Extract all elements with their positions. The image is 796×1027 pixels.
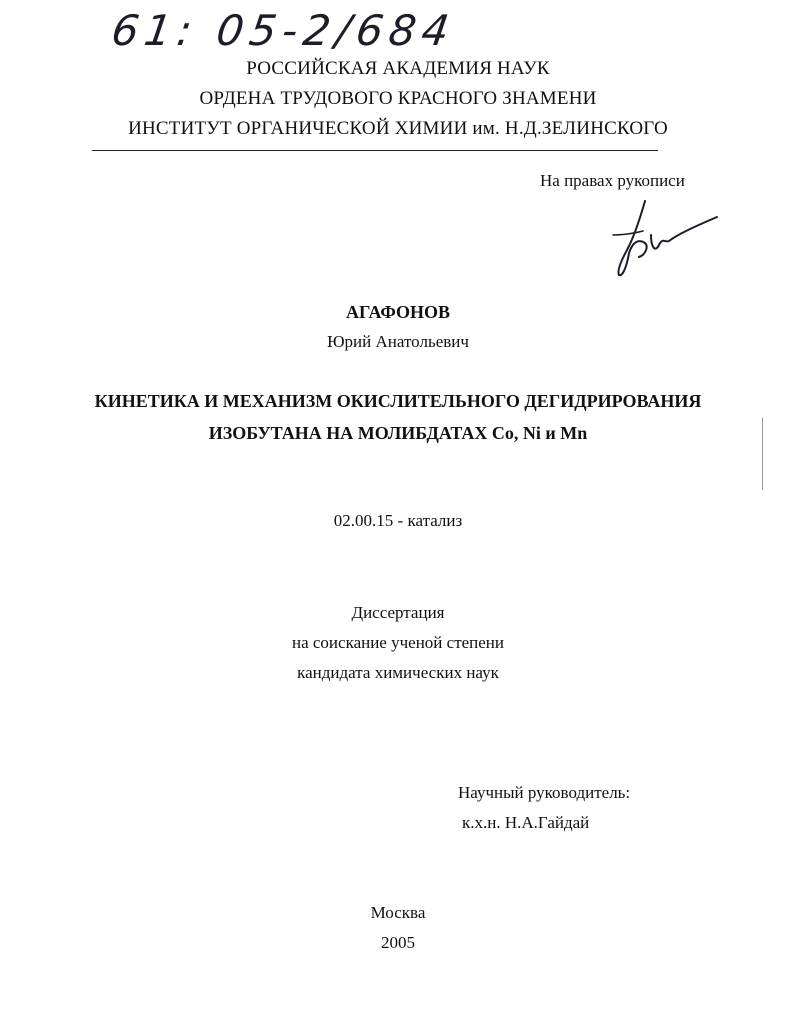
- header-line-1: РОССИЙСКАЯ АКАДЕМИЯ НАУК: [246, 58, 550, 79]
- author-surname: АГАФОНОВ: [345, 302, 451, 322]
- city: Москва: [370, 903, 426, 922]
- specialty: 02.00.15 - катализ: [333, 511, 463, 530]
- scan-edge-mark: [762, 418, 763, 490]
- header-line-3: ИНСТИТУТ ОРГАНИЧЕСКОЙ ХИМИИ им. Н.Д.ЗЕЛИНСКОГО: [128, 118, 668, 139]
- supervisor-name: к.х.н. Н.А.Гайдай: [462, 813, 590, 832]
- manuscript-note: На правах рукописи: [540, 171, 685, 190]
- header-line-2: ОРДЕНА ТРУДОВОГО КРАСНОГО ЗНАМЕНИ: [199, 88, 597, 109]
- degree-line-1: Диссертация: [351, 603, 445, 622]
- header-divider: [92, 150, 658, 151]
- archive-number-handwritten: 61: 05-2/684: [108, 6, 459, 55]
- signature-icon: [605, 195, 735, 285]
- degree-line-3: кандидата химических наук: [297, 663, 499, 682]
- year: 2005: [381, 933, 415, 952]
- supervisor-label: Научный руководитель:: [458, 783, 631, 802]
- degree-line-2: на соискание ученой степени: [291, 633, 505, 652]
- title-line-2: ИЗОБУТАНА НА МОЛИБДАТАХ Co, Ni и Mn: [208, 423, 588, 443]
- author-given-names: Юрий Анатольевич: [327, 332, 469, 351]
- title-line-1: КИНЕТИКА И МЕХАНИЗМ ОКИСЛИТЕЛЬНОГО ДЕГИДРИРОВАНИЯ: [94, 391, 702, 411]
